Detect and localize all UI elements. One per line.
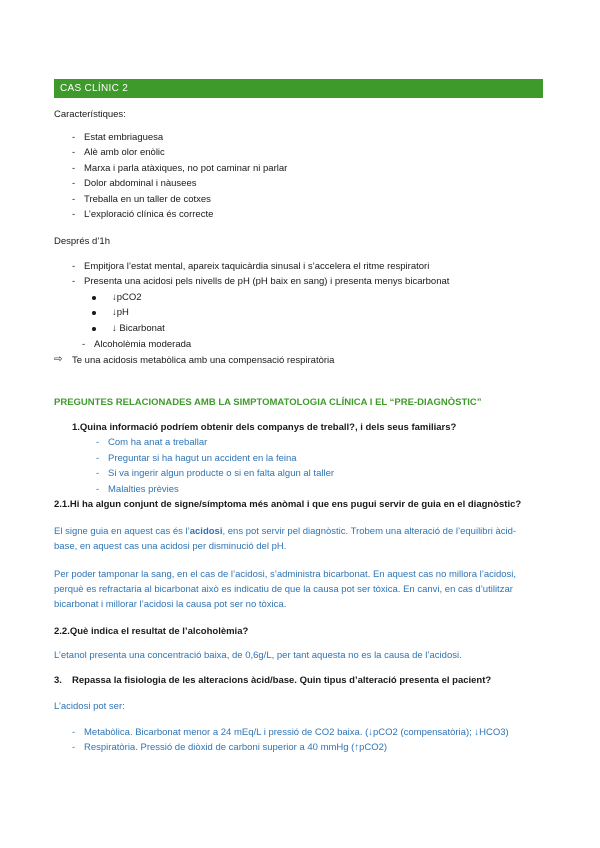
answer-paragraph: Per poder tamponar la sang, en el cas de l’acidosi, s’administra bicarbonat. En aquest cas no millora l’acidosi, xyxy=(54,569,517,580)
list-item: - L’exploració clínica és correcte xyxy=(84,209,213,220)
answer-item: - Metabòlica. Bicarbonat menor a 24 mEq/L i pressió de CO2 baixa. (↓pCO2 (compensatòria); ↓HCO3) xyxy=(84,727,509,738)
answer-item: - Si va ingerir algun producte o si en falta algun al taller xyxy=(108,468,334,479)
list-item: - Empitjora l’estat mental, apareix taquicàrdia sinusal i s’accelera el ritme respiratori xyxy=(84,261,429,272)
sub-list-item: ↓pH xyxy=(112,307,129,318)
list-item: - Estat embriaguesa xyxy=(84,132,163,143)
bullet-icon xyxy=(92,327,96,331)
sub-list-item: ↓pCO2 xyxy=(112,292,142,303)
answer-item: - Preguntar si ha hagut un accident en la feina xyxy=(108,453,297,464)
question-1: 1.Quina informació podríem obtenir dels companys de treball?, i dels seus familiars? xyxy=(72,422,457,433)
case-title-banner: CAS CLÍNIC 2 xyxy=(54,79,543,98)
list-item: - Alcoholèmia moderada xyxy=(94,339,191,350)
list-item: - Marxa i parla atàxiques, no pot caminar ni parlar xyxy=(84,163,287,174)
question-4: Repassa la fisiologia de les alteracions àcid/base. Quin tipus d’alteració presenta el pacient? xyxy=(72,675,492,686)
answer-item: - Respiratòria. Pressió de diòxid de carboni superior a 40 mmHg (↑pCO2) xyxy=(84,742,387,753)
answer-intro: L’acidosi pot ser: xyxy=(54,701,125,712)
bullet-icon xyxy=(92,296,96,300)
answer-item: - Malalties prèvies xyxy=(108,484,179,495)
answer-paragraph: bicarbonat i millorar l’acidosi la causa pot ser no tòxica. xyxy=(54,599,287,610)
after-heading: Després d’1h xyxy=(54,236,110,247)
answer-paragraph: perquè es refractaria al bicarbonat això es indicatiu de que la causa pot ser tòxica. En canvi, en cas d’utilitzar xyxy=(54,584,513,595)
conclusion-text: Te una acidosis metabòlica amb una compensació respiratòria xyxy=(72,355,335,366)
question-4-number: 3. xyxy=(54,675,62,686)
list-item: - Dolor abdominal i nàusees xyxy=(84,178,196,189)
characteristics-heading: Característiques: xyxy=(54,109,126,120)
list-item: - Treballa en un taller de cotxes xyxy=(84,194,211,205)
answer-paragraph: base, en aquest cas una acidosi per disminució del pH. xyxy=(54,541,287,552)
section-heading: PREGUNTES RELACIONADES AMB LA SIMPTOMATOLOGIA CLÍNICA I EL “PRE-DIAGNÒSTIC” xyxy=(54,397,482,408)
answer-text: , ens pot servir pel diagnòstic. Trobem una alteració de l’equilibri àcid- xyxy=(222,526,517,537)
question-2: 2.1.Hi ha algun conjunt de signe/símptoma més anòmal i que ens pugui servir de guia en el diagnòstic? xyxy=(54,499,522,510)
highlight-term: acidosi xyxy=(189,526,223,537)
sub-list-item: ↓ Bicarbonat xyxy=(112,323,165,334)
question-3: 2.2.Què indica el resultat de l’alcoholèmia? xyxy=(54,626,249,637)
right-arrow-icon: ⇨ xyxy=(54,354,63,365)
list-item: - Presenta una acidosi pels nivells de pH (pH baix en sang) i presenta menys bicarbonat xyxy=(84,276,449,287)
answer-item: - Com ha anat a treballar xyxy=(108,437,207,448)
bullet-icon xyxy=(92,311,96,315)
answer-paragraph xyxy=(54,526,516,537)
answer-paragraph: L’etanol presenta una concentració baixa, de 0,6g/L, per tant aquesta no es la causa de l’acidosi. xyxy=(54,650,462,661)
list-item: - Alè amb olor enòlic xyxy=(84,147,165,158)
answer-text: El signe guia en aquest cas és l’ xyxy=(54,526,190,537)
